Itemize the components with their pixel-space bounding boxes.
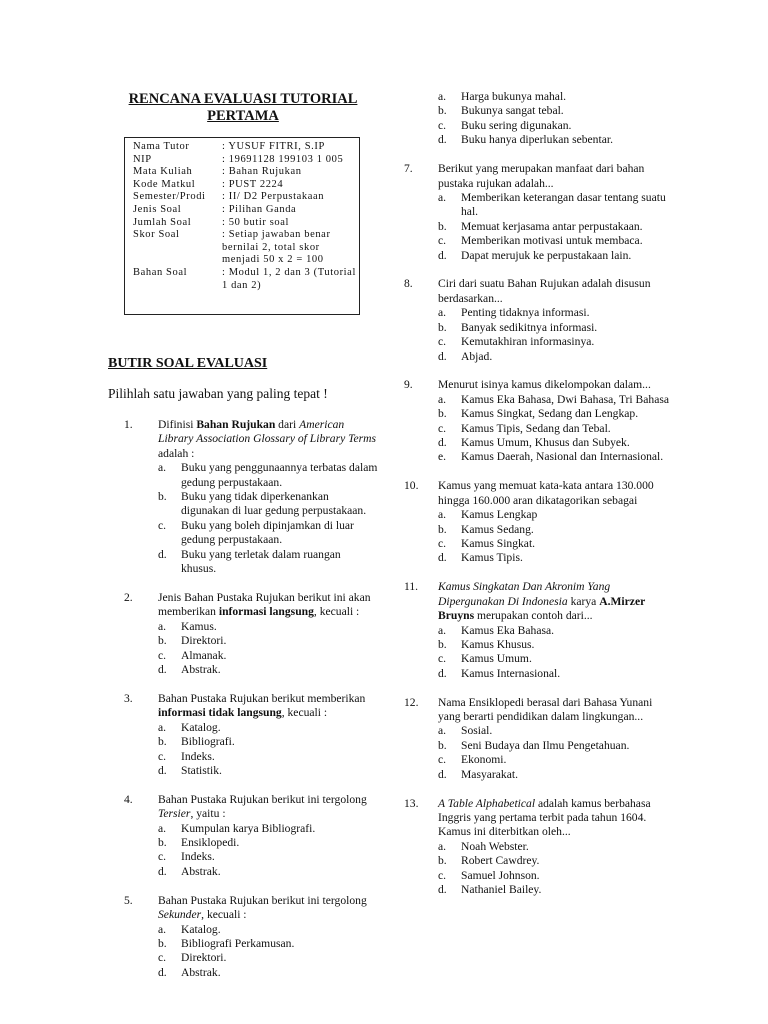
option-item <box>438 133 672 147</box>
question-body <box>438 797 672 898</box>
option-item <box>438 724 672 738</box>
option-letter: c. <box>438 421 447 435</box>
option-item <box>158 923 378 937</box>
option-text: Kamus Umum, Khusus dan Subyek. <box>461 436 630 450</box>
option-text: Harga bukunya mahal. <box>461 90 567 103</box>
option-letter: d. <box>438 767 447 781</box>
option-text: Almanak. <box>181 648 227 662</box>
question-number: 1. <box>124 418 133 431</box>
option-text: Memuat kerjasama antar perpustakaan. <box>461 219 643 233</box>
document-title <box>108 91 378 125</box>
question-body <box>438 277 672 363</box>
info-value: : II/ D2 Perpustakaan <box>222 191 325 203</box>
option-item <box>158 735 378 749</box>
option-item <box>438 508 672 522</box>
option-text: Masyarakat. <box>461 767 518 781</box>
info-label: NIP <box>133 153 152 165</box>
tutor-info-box <box>124 137 360 315</box>
info-row <box>133 204 359 217</box>
option-letter: d. <box>438 883 447 896</box>
question-number: 10. <box>404 479 419 493</box>
question-text: Bahan Pustaka Rujukan berikut ini tergolong Sekunder, kecuali : <box>158 893 367 922</box>
option-text: Abstrak. <box>181 965 221 979</box>
info-label: Nama Tutor <box>133 141 190 152</box>
option-text: Buku hanya diperlukan sebentar. <box>461 133 613 147</box>
option-item <box>438 869 672 883</box>
question-body <box>438 696 672 782</box>
option-item <box>438 407 672 421</box>
option-item <box>158 620 378 634</box>
option-item <box>158 519 378 548</box>
info-label: Mata Kuliah <box>133 166 193 178</box>
option-item <box>438 624 672 638</box>
question-number: 2. <box>124 590 133 604</box>
option-text: Kamus Eka Bahasa, Dwi Bahasa, Tri Bahasa <box>461 392 670 406</box>
option-text: Kamus Umum. <box>461 652 532 666</box>
info-value: : Modul 1, 2 dan 3 (Tutorial 1 dan 2) <box>222 266 356 291</box>
option-letter: a. <box>438 839 447 853</box>
option-text: Indeks. <box>181 749 215 763</box>
option-letter: d. <box>438 248 447 262</box>
question-number: 12. <box>404 695 419 709</box>
option-letter: e. <box>438 450 447 464</box>
option-item <box>438 119 672 133</box>
question-body <box>438 580 672 681</box>
option-item <box>158 634 378 648</box>
option-letter: c. <box>158 648 167 662</box>
option-text: Kamus Khusus. <box>461 637 535 651</box>
question-text: Kamus Singkatan Dan Akronim Yang Dipergunakan Di Indonesia karya A.Mirzer Bruyns merupakan contoh dari... <box>438 580 646 623</box>
option-item <box>438 306 672 320</box>
info-row <box>133 217 359 230</box>
option-text: Indeks. <box>181 850 215 864</box>
option-text: Abjad. <box>461 349 493 363</box>
option-item <box>158 822 378 836</box>
option-letter: c. <box>438 118 447 132</box>
option-text: Penting tidaknya informasi. <box>461 306 590 320</box>
option-item <box>438 104 672 118</box>
option-letter: c. <box>438 335 447 349</box>
option-letter: d. <box>158 547 167 561</box>
option-letter: b. <box>158 634 167 648</box>
option-item <box>438 350 672 364</box>
question-item <box>392 797 672 898</box>
option-text: Nathaniel Bailey. <box>461 883 542 896</box>
option-letter: c. <box>438 234 447 248</box>
option-letter: a. <box>438 190 447 204</box>
title-line-2: PERTAMA <box>207 108 279 124</box>
option-letter: d. <box>438 349 447 363</box>
option-letter: d. <box>438 551 447 565</box>
option-text: Memberikan keterangan dasar tentang suatu hal. <box>461 190 666 219</box>
option-item <box>438 191 672 220</box>
info-label: Jenis Soal <box>133 203 182 215</box>
option-letter: c. <box>158 951 167 965</box>
option-item <box>438 422 672 436</box>
option-text: Direktori. <box>181 634 227 648</box>
option-text: Kemutakhiran informasinya. <box>461 335 595 349</box>
info-row <box>133 166 359 179</box>
option-letter: b. <box>438 219 447 233</box>
option-letter: a. <box>158 821 167 835</box>
option-text: Bibliografi Perkamusan. <box>181 937 295 950</box>
title-line-1: RENCANA EVALUASI TUTORIAL <box>128 91 358 107</box>
option-item <box>438 768 672 782</box>
option-text: Buku yang tidak diperkenankan digunakan di luar gedung perpustakaan. <box>181 490 367 518</box>
option-text: Kumpulan karya Bibliografi. <box>181 821 316 835</box>
question-number: 7. <box>404 162 413 176</box>
info-row <box>133 191 359 204</box>
question-body <box>158 418 378 576</box>
option-item <box>438 436 672 450</box>
question-item <box>392 479 672 565</box>
option-letter: c. <box>438 753 447 767</box>
option-item <box>158 649 378 663</box>
section-title: BUTIR SOAL EVALUASI <box>108 356 268 371</box>
option-text: Direktori. <box>181 951 227 965</box>
question-body <box>158 793 378 879</box>
option-letter: a. <box>438 90 447 103</box>
option-item <box>438 335 672 349</box>
question-body <box>158 894 378 980</box>
question-text: Difinisi Bahan Rujukan dari American Library Association Glossary of Library Terms adalah : <box>158 418 377 460</box>
question-text: A Table Alphabetical adalah kamus berbahasa Inggris yang pertama terbit pada tahun 1604. Kamus ini diterbitkan oleh... <box>438 796 651 839</box>
question-text: Nama Ensiklopedi berasal dari Bahasa Yunani yang berarti pendidikan dalam lingkungan... <box>438 695 653 724</box>
option-letter: b. <box>438 522 447 536</box>
option-letter: b. <box>438 407 447 421</box>
option-text: Abstrak. <box>181 663 221 676</box>
question-number: 4. <box>124 792 133 806</box>
option-letter: b. <box>158 735 167 749</box>
option-text: Kamus. <box>181 619 217 633</box>
option-letter: a. <box>438 508 447 522</box>
question-text: Bahan Pustaka Rujukan berikut ini tergolong Tersier, yaitu : <box>158 792 367 821</box>
option-text: Buku yang terletak dalam ruangan khusus. <box>181 547 341 576</box>
option-text: Kamus Singkat. <box>461 536 536 550</box>
question-item <box>108 591 378 677</box>
option-item <box>158 490 378 519</box>
option-letter: b. <box>438 320 447 334</box>
option-text: Statistik. <box>181 763 222 777</box>
option-item <box>158 764 378 778</box>
option-text: Kamus Tipis. <box>461 551 523 565</box>
option-letter: d. <box>158 965 167 979</box>
option-item <box>158 865 378 879</box>
option-letter: a. <box>158 461 167 475</box>
option-text: Kamus Internasional. <box>461 666 561 680</box>
info-row <box>133 179 359 192</box>
option-text: Bibliografi. <box>181 735 235 749</box>
option-text: Memberikan motivasi untuk membaca. <box>461 234 643 248</box>
option-item <box>438 523 672 537</box>
info-label: Skor Soal <box>133 229 180 241</box>
option-item <box>438 753 672 767</box>
option-letter: d. <box>158 763 167 777</box>
question-item <box>392 696 672 782</box>
option-text: Dapat merujuk ke perpustakaan lain. <box>461 248 632 262</box>
option-letter: c. <box>158 749 167 763</box>
option-text: Buku yang boleh dipinjamkan di luar gedung perpustakaan. <box>181 518 354 547</box>
option-text: Buku sering digunakan. <box>461 118 572 132</box>
option-letter: b. <box>158 836 167 850</box>
option-text: Ekonomi. <box>461 753 507 767</box>
instruction-text: Pilihlah satu jawaban yang paling tepat ! <box>108 386 328 401</box>
option-text: Kamus Tipis, Sedang dan Tebal. <box>461 421 611 435</box>
option-letter: c. <box>158 518 167 532</box>
option-letter: b. <box>438 738 447 752</box>
option-text: Kamus Singkat, Sedang dan Lengkap. <box>461 407 639 421</box>
option-text: Sosial. <box>461 724 493 738</box>
question-text: Bahan Pustaka Rujukan berikut memberikan informasi tidak langsung, kecuali : <box>158 691 366 720</box>
option-item <box>438 234 672 248</box>
option-letter: a. <box>158 619 167 633</box>
option-letter: b. <box>158 937 167 950</box>
info-value: : PUST 2224 <box>222 178 284 190</box>
question-item <box>392 378 672 464</box>
info-label: Jumlah Soal <box>133 216 192 228</box>
question-number: 13. <box>404 796 419 810</box>
option-letter: a. <box>158 720 167 734</box>
option-letter: a. <box>438 623 447 637</box>
question-text: Menurut isinya kamus dikelompokan dalam... <box>438 378 651 392</box>
option-item <box>438 249 672 263</box>
info-row <box>133 154 359 167</box>
option-text: Ensiklopedi. <box>181 836 240 850</box>
question-number: 8. <box>404 277 413 291</box>
question-text: Jenis Bahan Pustaka Rujukan berikut ini akan memberikan informasi langsung, kecuali : <box>158 590 371 619</box>
option-text: Seni Budaya dan Ilmu Pengetahuan. <box>461 738 630 752</box>
option-letter: a. <box>438 724 447 738</box>
question-item <box>108 418 378 576</box>
info-value: : Setiap jawaban benar bernilai 2, total skor menjadi 50 x 2 = 100 <box>222 229 331 266</box>
info-row <box>133 267 359 292</box>
question-body <box>158 692 378 778</box>
option-item <box>438 854 672 868</box>
info-label: Bahan Soal <box>133 266 188 278</box>
option-text: Abstrak. <box>181 864 221 878</box>
option-letter: b. <box>158 490 167 504</box>
option-letter: d. <box>438 666 447 680</box>
option-text: Robert Cawdrey. <box>461 854 540 868</box>
option-item <box>158 721 378 735</box>
info-value: : 50 butir soal <box>222 216 290 228</box>
option-item <box>438 321 672 335</box>
option-letter: c. <box>158 850 167 864</box>
question-body <box>438 378 672 464</box>
question-column-left <box>108 418 378 995</box>
question-column-right <box>392 90 672 912</box>
info-row <box>133 229 359 267</box>
option-item <box>158 966 378 980</box>
option-text: Kamus Daerah, Nasional dan Internasional. <box>461 450 664 464</box>
option-item <box>158 850 378 864</box>
info-value: : YUSUF FITRI, S.IP <box>222 141 325 152</box>
option-letter: d. <box>158 864 167 878</box>
info-row <box>133 141 359 154</box>
option-text: Buku yang penggunaannya terbatas dalam gedung perpustakaan. <box>181 461 378 489</box>
option-item <box>438 90 672 104</box>
info-value: : Pilihan Ganda <box>222 203 297 215</box>
option-text: Banyak sedikitnya informasi. <box>461 320 598 334</box>
option-letter: a. <box>158 922 167 936</box>
option-item <box>438 220 672 234</box>
info-value: : Bahan Rujukan <box>222 166 302 178</box>
option-item <box>158 663 378 677</box>
option-text: Katalog. <box>181 720 221 734</box>
option-item <box>438 667 672 681</box>
option-item <box>158 461 378 490</box>
question-item <box>108 692 378 778</box>
option-letter: a. <box>438 392 447 406</box>
question-body <box>438 479 672 565</box>
option-letter: b. <box>438 104 447 118</box>
question-body <box>438 162 672 263</box>
option-text: Samuel Johnson. <box>461 868 540 882</box>
question-number: 9. <box>404 378 413 392</box>
option-item <box>158 951 378 965</box>
option-item <box>438 840 672 854</box>
info-label: Semester/Prodi <box>133 191 206 203</box>
question-item <box>392 580 672 681</box>
option-item <box>158 937 378 951</box>
question-body <box>158 591 378 677</box>
option-item <box>158 836 378 850</box>
question-number: 11. <box>404 580 419 594</box>
option-letter: b. <box>438 854 447 868</box>
option-item <box>438 393 672 407</box>
option-item <box>438 883 672 897</box>
option-text: Kamus Lengkap <box>461 508 538 522</box>
question-item <box>392 162 672 263</box>
option-text: Noah Webster. <box>461 839 529 853</box>
option-letter: c. <box>438 868 447 882</box>
option-item <box>158 750 378 764</box>
option-item <box>438 450 672 464</box>
question-item <box>108 894 378 980</box>
info-value: : 19691128 199103 1 005 <box>222 153 344 165</box>
question-number: 5. <box>124 893 133 907</box>
option-letter: d. <box>438 133 447 147</box>
option-letter: c. <box>438 536 447 550</box>
option-item <box>438 638 672 652</box>
option-letter: b. <box>438 637 447 651</box>
question-item <box>108 793 378 879</box>
option-text: Kamus Sedang. <box>461 522 534 536</box>
question-text: Kamus yang memuat kata-kata antara 130.000 hingga 160.000 aran dikatagorikan sebagai <box>438 479 654 507</box>
option-item <box>438 537 672 551</box>
question-6-options-continued <box>392 90 672 148</box>
option-text: Bukunya sangat tebal. <box>461 104 564 118</box>
option-text: Kamus Eka Bahasa. <box>461 623 555 637</box>
question-text: Berikut yang merupakan manfaat dari bahan pustaka rujukan adalah... <box>438 162 645 190</box>
question-item <box>392 277 672 363</box>
option-letter: c. <box>438 652 447 666</box>
option-letter: a. <box>438 306 447 320</box>
question-text: Ciri dari suatu Bahan Rujukan adalah disusun berdasarkan... <box>438 277 651 305</box>
option-item <box>438 652 672 666</box>
info-label: Kode Matkul <box>133 178 196 190</box>
question-number: 3. <box>124 691 133 705</box>
option-item <box>438 551 672 565</box>
option-item <box>438 739 672 753</box>
option-item <box>158 548 378 577</box>
option-text: Katalog. <box>181 922 221 936</box>
option-letter: d. <box>158 663 167 676</box>
option-letter: d. <box>438 436 447 450</box>
